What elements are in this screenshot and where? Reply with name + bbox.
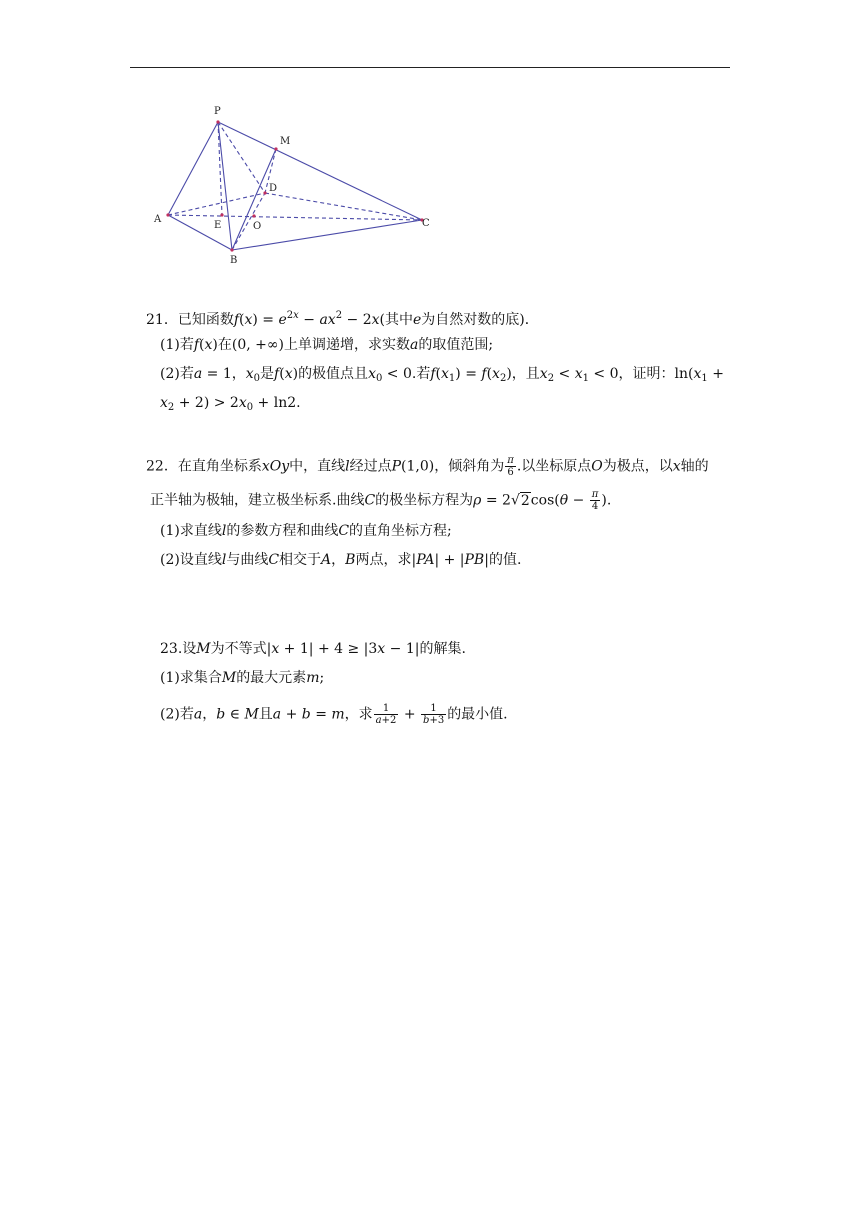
- edge-PA: [168, 122, 218, 215]
- edge-AB: [168, 215, 232, 250]
- label-M: M: [280, 136, 291, 147]
- edge-AC: [168, 215, 422, 220]
- label-P: P: [214, 106, 221, 117]
- edge-DC: [265, 193, 422, 220]
- label-E: E: [214, 220, 222, 231]
- label-B: B: [230, 255, 238, 266]
- label-D: D: [269, 183, 278, 194]
- q21-part1: (1)若f(x)在(0, +∞)上单调递增，求实数a的取值范围;: [160, 337, 494, 353]
- label-O: O: [253, 221, 262, 232]
- edge-AD: [168, 193, 265, 215]
- q21-part2-line2: $x_2 + 2) > 2x_0 + \ln 2$.: [160, 395, 301, 413]
- q22-part1: (1)求直线l的参数方程和曲线C的直角坐标方程;: [160, 523, 452, 539]
- q23-part2: (2)若a，b ∈ M且a + b = m，求 $\frac{1}{a+2}$ + $\frac{1}{b+3}$ 的最小值.: [160, 703, 508, 726]
- edge-PC: [218, 122, 422, 220]
- q22-stem-line1: 22．在直角坐标系xOy中，直线l经过点P(1,0)，倾斜角为 $\frac{\pi}{6}$ .以坐标原点O为极点，以x轴的: [146, 455, 709, 478]
- q22-stem-line2: 正半轴为极轴，建立极坐标系.曲线C的极坐标方程为ρ = 2√2cos(θ − $\frac{\pi}{4}$ ).: [150, 489, 612, 512]
- pyramid-figure: [150, 100, 440, 270]
- q21-stem: 21．已知函数$f(x) = e^{2x} - ax^2 - 2x$(其中e为自然对数的底)．: [146, 310, 539, 328]
- q21-part2-line1: (2)若a = 1，$x_0$是f(x)的极值点且$x_0 < 0$.若$f(x_1) = f(x_2)$，且$x_2 < x_1 < 0$，证明：$\ln(x_1$ +: [160, 366, 724, 384]
- q23-part1: (1)求集合M的最大元素m;: [160, 670, 325, 686]
- q23-stem: 23.设M为不等式|x + 1| + 4 ≥ |3x − 1|的解集.: [160, 641, 466, 657]
- header-rule: [130, 67, 730, 68]
- label-C: C: [422, 218, 430, 229]
- q22-part2: (2)设直线l与曲线C相交于A，B两点，求|PA| + |PB|的值.: [160, 552, 522, 568]
- label-A: A: [154, 214, 162, 225]
